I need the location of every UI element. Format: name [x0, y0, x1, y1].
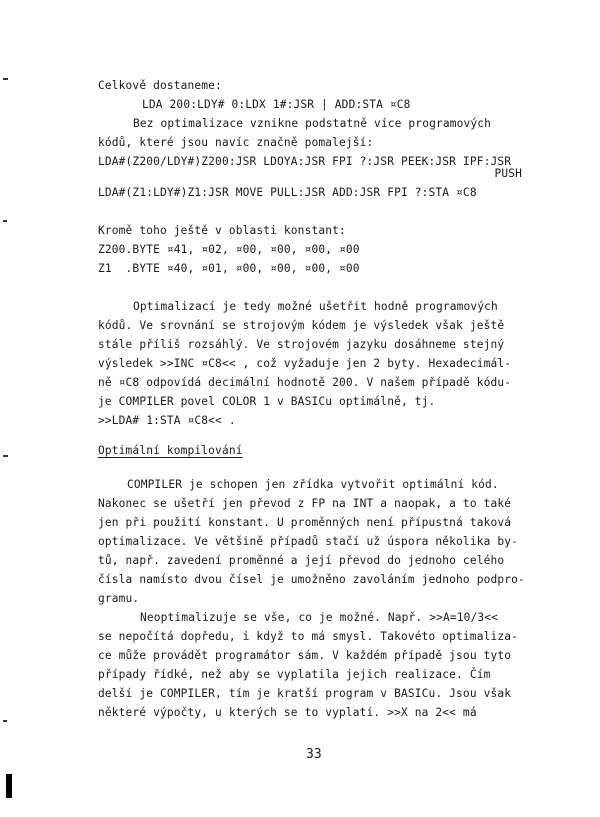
margin-mark [3, 220, 7, 222]
text-line: stále příliš rozsáhlý. Ve strojovém jazyku dosáhneme stejný [98, 338, 505, 351]
text-line: kódů, které jsou navíc značně pomalejší: [98, 136, 374, 149]
text-line: delší je COMPILER, tím je kratší program v BASICu. Jsou však [98, 687, 512, 700]
text-line: Celkově dostaneme: [98, 79, 222, 92]
text-line: optimalizace. Ve většině případů stačí už úspora několika by- [98, 535, 519, 548]
text-line: výsledek >>INC ¤C8<< , což vyžaduje jen 2 byty. Hexadecimál- [98, 357, 512, 370]
text-line: tů, např. zavedení proměnné a její převod do jednoho celého [98, 554, 505, 567]
code-line: LDA#(Z1:LDY#)Z1:JSR MOVE PULL:JSR ADD:JSR FPI ?:STA ¤C8 [98, 186, 477, 199]
binding-mark [6, 774, 12, 798]
text-line: je COMPILER povel COLOR 1 v BASICu optimálně, tj. [98, 395, 436, 408]
text-line: Optimalizací je tedy možné ušetřit hodně programových [133, 300, 498, 313]
text-line: kódů. Ve srovnání se strojovým kódem je výsledek však ještě [98, 319, 505, 332]
text-line: případy řídké, než aby se vyplatila jejich realizace. Čím [98, 668, 491, 681]
code-line: Z1 .BYTE ¤40, ¤01, ¤00, ¤00, ¤00, ¤00 [98, 262, 360, 275]
text-line: Kromě toho ještě v oblasti konstant: [98, 224, 346, 237]
text-line: COMPILER je schopen jen zřídka vytvořit optimální kód. [127, 478, 499, 491]
margin-mark [3, 455, 8, 457]
text-line: čísla namísto dvou čísel je umožněno zavoláním jednoho podpro- [98, 573, 525, 586]
text-line: gramu. [98, 592, 140, 605]
text-line: Bez optimalizace vznikne podstatně více programových [133, 117, 492, 130]
text-line: ně ¤C8 odpovídá decimální hodnotě 200. V našem případě kódu- [98, 376, 512, 389]
text-line: některé výpočty, u kterých se to vyplatí. >>X na 2<< má [98, 706, 477, 719]
text-line: Neoptimalizuje se vše, co je možné. Např. >>A=10/3<< [140, 611, 499, 624]
text-line: Nakonec se ušetří jen převod z FP na INT a naopak, a to také [98, 497, 512, 510]
section-heading: Optimální kompilování [98, 444, 243, 457]
code-line: LDA 200:LDY# 0:LDX 1#:JSR | ADD:STA ¤C8 [142, 98, 411, 111]
code-line: >>LDA# 1:STA ¤C8<< . [98, 414, 236, 427]
margin-mark [3, 78, 8, 80]
code-line: LDA#(Z200/LDY#)Z200:JSR LDOYA:JSR FPI ?:JSR PEEK:JSR IPF:JSR [98, 155, 512, 168]
text-line: jen při použití konstant. U proměnných není přípustná taková [98, 516, 512, 529]
margin-mark [3, 720, 7, 722]
code-line: PUSH [494, 167, 522, 180]
text-line: se nepočítá dopředu, i když to má smysl. Takovéto optimaliza- [98, 630, 519, 643]
code-line: Z200.BYTE ¤41, ¤02, ¤00, ¤00, ¤00, ¤00 [98, 243, 360, 256]
text-line: ce může provádět programátor sám. V každém případě jsou tyto [98, 649, 512, 662]
page-number: 33 [306, 747, 322, 762]
